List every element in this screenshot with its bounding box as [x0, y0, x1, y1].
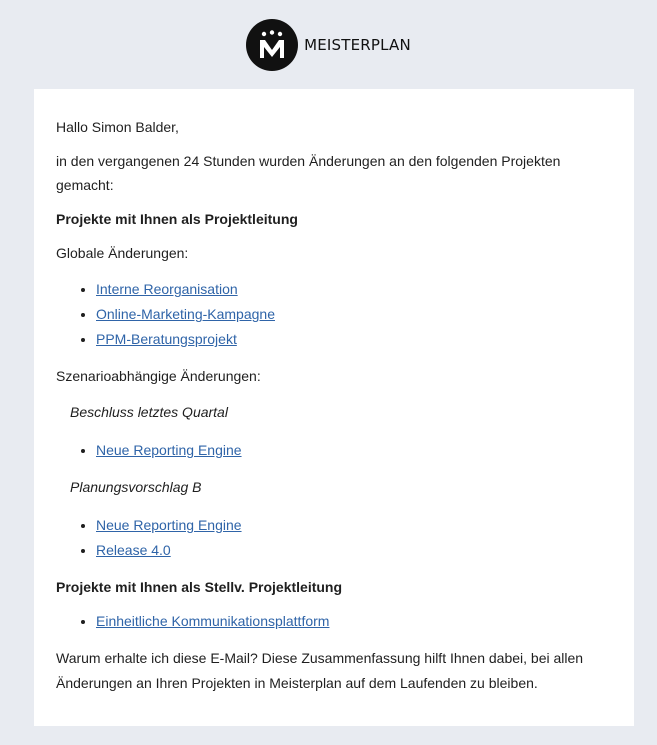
brand-name: MEISTERPLAN [304, 35, 411, 54]
section-title-deputy: Projekte mit Ihnen als Stellv. Projektleitung [56, 579, 343, 595]
project-link[interactable]: Interne Reorganisation [96, 281, 238, 297]
list-item [96, 277, 612, 302]
project-link[interactable]: Neue Reporting Engine [96, 442, 242, 458]
scenario-name: Planungsvorschlag B [70, 479, 202, 495]
list-item [96, 302, 612, 327]
email-body [34, 89, 634, 726]
global-projects-list [56, 277, 612, 352]
greeting: Hallo Simon Balder, [56, 119, 179, 135]
footer-note: Warum erhalte ich diese E-Mail? Diese Zusammenfassung hilft Ihnen dabei, bei allen Änderungen an Ihren Projekten in Meisterplan auf dem Laufenden zu bleiben. [56, 650, 584, 691]
deputy-projects-list [56, 609, 612, 634]
list-item [96, 438, 612, 463]
list-item [96, 513, 612, 538]
global-changes-label: Globale Änderungen: [56, 245, 189, 261]
crown-m-icon [246, 19, 298, 71]
scenario-changes-label: Szenarioabhängige Änderungen: [56, 368, 261, 384]
meisterplan-logo[interactable] [246, 19, 411, 71]
section-title-lead: Projekte mit Ihnen als Projektleitung [56, 211, 298, 227]
project-link[interactable]: PPM-Beratungsprojekt [96, 331, 237, 347]
list-item [96, 327, 612, 352]
intro-text: in den vergangenen 24 Stunden wurden Änderungen an den folgenden Projekten gemacht: [56, 153, 561, 193]
scenario-projects-list [56, 513, 612, 563]
project-link[interactable]: Einheitliche Kommunikationsplattform [96, 613, 330, 629]
list-item [96, 609, 612, 634]
list-item [96, 538, 612, 563]
scenario-name: Beschluss letztes Quartal [70, 404, 228, 420]
project-link[interactable]: Neue Reporting Engine [96, 517, 242, 533]
project-link[interactable]: Online-Marketing-Kampagne [96, 306, 275, 322]
project-link[interactable]: Release 4.0 [96, 542, 171, 558]
scenario-projects-list [56, 438, 612, 463]
email-header [0, 0, 657, 89]
